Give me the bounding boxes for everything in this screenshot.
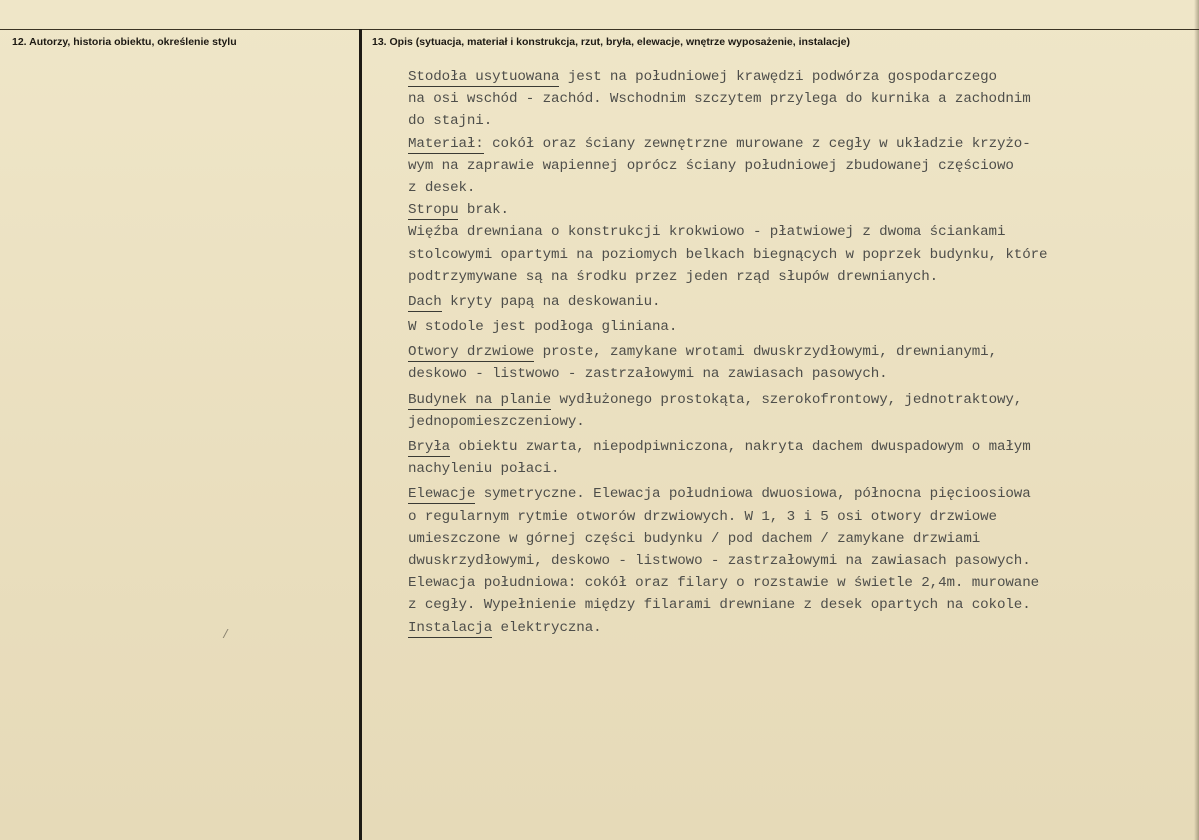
underlined-heading: Elewacje bbox=[408, 486, 476, 503]
description-line bbox=[408, 363, 1188, 385]
line-text: podtrzymywane są na środku przez jeden rząd słupów drewnianych. bbox=[408, 268, 939, 285]
description-text bbox=[408, 66, 1188, 639]
underlined-heading: Dach bbox=[408, 293, 442, 310]
field-13-label: 13. Opis (sytuacja, materiał i konstrukcja, rzut, bryła, elewacje, wnętrze wyposażenie, instalacje) bbox=[372, 36, 850, 48]
description-line bbox=[408, 177, 1188, 199]
description-line bbox=[408, 199, 1188, 221]
description-line bbox=[408, 594, 1188, 616]
line-text: dwuskrzydłowymi, deskowo - listwowo - zastrzałowymi na zawiasach pasowych. bbox=[408, 552, 1031, 569]
description-line bbox=[408, 244, 1188, 266]
line-text: umieszczone w górnej części budynku / pod dachem / zamykane drzwiami bbox=[408, 530, 981, 547]
line-text: jednopomieszczeniowy. bbox=[408, 413, 585, 430]
line-text: symetryczne. Elewacja południowa dwuosiowa, północna pięcioosiowa bbox=[475, 486, 1031, 503]
description-line bbox=[408, 66, 1188, 88]
line-text: wydłużonego prostokąta, szerokofrontowy, jednotraktowy, bbox=[551, 391, 1023, 408]
line-text: stolcowymi opartymi na poziomych belkach biegnących w poprzek budynku, które bbox=[408, 246, 1048, 263]
line-text: jest na południowej krawędzi podwórza gospodarczego bbox=[559, 69, 997, 85]
line-text: obiektu zwarta, niepodpiwniczona, nakryta dachem dwuspadowym o małym bbox=[450, 439, 1031, 455]
line-text: proste, zamykane wrotami dwuskrzydłowymi, drewnianymi, bbox=[534, 344, 997, 361]
line-text: nachyleniu połaci. bbox=[408, 461, 560, 478]
field-12-label: 12. Autorzy, historia obiektu, określenie stylu bbox=[12, 36, 237, 48]
column-divider bbox=[359, 29, 362, 840]
header-rule bbox=[0, 29, 1199, 30]
description-line bbox=[408, 341, 1188, 363]
description-line bbox=[408, 316, 1188, 338]
underlined-heading: Budynek na planie bbox=[408, 391, 552, 408]
description-line bbox=[408, 221, 1188, 243]
description-line bbox=[408, 133, 1188, 155]
underlined-heading: Stropu bbox=[408, 202, 459, 219]
description-line bbox=[408, 483, 1188, 505]
underlined-heading: Otwory drzwiowe bbox=[408, 344, 535, 361]
line-text: o regularnym rytmie otworów drzwiowych. W 1, 3 i 5 osi otwory drzwiowe bbox=[408, 508, 997, 525]
description-line bbox=[408, 458, 1188, 480]
description-line bbox=[408, 110, 1188, 132]
line-text: cokół oraz ściany zewnętrzne murowane z cegły w układzie krzyżo- bbox=[483, 135, 1031, 152]
line-text: Więźba drewniana o konstrukcji krokwiowo - płatwiowej z dwoma ściankami bbox=[408, 224, 1006, 241]
line-text: z desek. bbox=[408, 179, 476, 196]
line-text: wym na zaprawie wapiennej oprócz ściany południowej zbudowanej częściowo bbox=[408, 157, 1014, 174]
underlined-heading: Stodoła usytuowana bbox=[408, 69, 560, 85]
underlined-heading: Instalacja bbox=[408, 619, 493, 636]
description-line bbox=[408, 528, 1188, 550]
line-text: Elewacja południowa: cokół oraz filary o rozstawie w świetle 2,4m. murowane bbox=[408, 575, 1040, 592]
description-line bbox=[408, 550, 1188, 572]
paper-edge-shadow bbox=[1194, 0, 1199, 840]
line-text: elektryczna. bbox=[492, 619, 602, 636]
description-line bbox=[408, 291, 1188, 313]
description-line bbox=[408, 389, 1188, 411]
line-text: brak. bbox=[458, 202, 509, 219]
underlined-heading: Bryła bbox=[408, 439, 451, 455]
line-text: z cegły. Wypełnienie między filarami drewniane z desek opartych na cokole. bbox=[408, 597, 1031, 614]
description-line bbox=[408, 411, 1188, 433]
underlined-heading: Materiał: bbox=[408, 135, 484, 152]
pencil-mark: / bbox=[222, 628, 230, 642]
description-line bbox=[408, 155, 1188, 177]
description-line bbox=[408, 506, 1188, 528]
line-text: deskowo - listwowo - zastrzałowymi na zawiasach pasowych. bbox=[408, 366, 888, 383]
description-line bbox=[408, 266, 1188, 288]
description-line bbox=[408, 617, 1188, 639]
description-line bbox=[408, 436, 1188, 458]
description-line bbox=[408, 88, 1188, 110]
line-text: kryty papą na deskowaniu. bbox=[441, 293, 661, 310]
line-text: W stodole jest podłoga gliniana. bbox=[408, 319, 678, 336]
description-line bbox=[408, 572, 1188, 594]
line-text: do stajni. bbox=[408, 113, 493, 130]
line-text: na osi wschód - zachód. Wschodnim szczytem przylega do kurnika a zachodnim bbox=[408, 91, 1031, 108]
